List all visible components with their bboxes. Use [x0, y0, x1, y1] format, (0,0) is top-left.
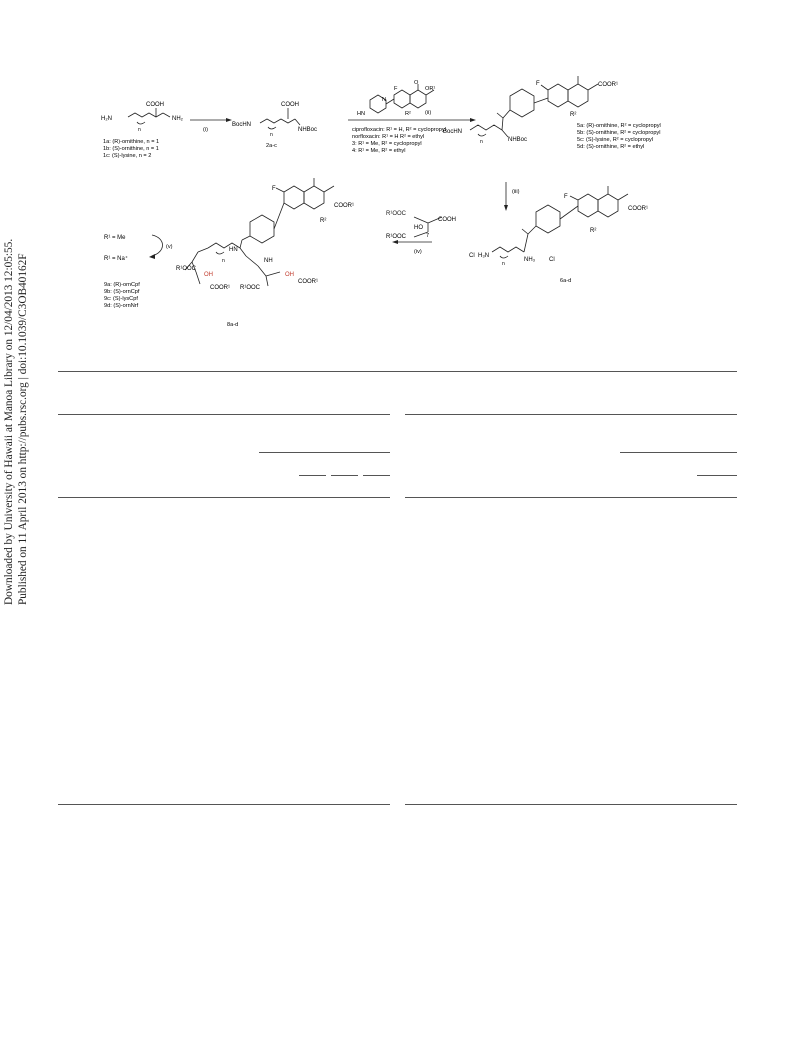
- cmpd2-label: 2a-c: [266, 143, 277, 149]
- step-iv-label: (iv): [414, 249, 422, 255]
- cmpd8-r2: R²: [320, 218, 327, 224]
- step-iii-label: (iii): [512, 189, 520, 195]
- cmpd8-coor1-b: COOR¹: [210, 285, 230, 291]
- cmpd6-label: 6a-d: [560, 278, 572, 284]
- reaction-scheme: [0, 0, 793, 340]
- cmpd5-label-d: 5d: (S)-ornithine, R² = ethyl: [577, 144, 645, 150]
- left-table-col-rule: [363, 475, 390, 476]
- cmpd8-coor1: COOR¹: [334, 203, 354, 209]
- cmpd5-ring-a: [548, 84, 568, 107]
- cmpd8-oh2: OH: [285, 272, 294, 278]
- step-ii-label: (ii): [425, 110, 432, 116]
- cmpd8-ring-b: [304, 186, 324, 209]
- cmpd9-label-a: 9a: (R)-ornCpf: [104, 282, 140, 288]
- cmpd5-coor1: COOR¹: [598, 82, 618, 88]
- cmpd1-h2n: H₂N: [101, 116, 112, 122]
- cmpd7-r1ooc-top: R¹OOC: [386, 211, 406, 217]
- cmpd8-f: F: [272, 186, 276, 192]
- cmpd6-cl-left: Cl: [469, 253, 475, 259]
- cmpd1-label-c: 1c: (S)-lysine, n = 2: [103, 153, 152, 159]
- cmpd1-cooh: COOH: [146, 102, 164, 108]
- cmpd8-ring-a: [284, 186, 304, 209]
- cmpd2-nhboc: NHBoc: [298, 127, 318, 133]
- right-table-body-rule: [405, 497, 737, 498]
- cmpd5-n: n: [480, 139, 483, 145]
- reagent-r2: R²: [405, 111, 411, 117]
- cmpd5-piperazine: [510, 89, 534, 117]
- publication-doi: Published on 11 April 2013 on http://pubs.rsc.org | doi:10.1039/C3OB40162F: [16, 253, 29, 605]
- right-table-header-rule: [405, 414, 737, 415]
- cmpd7-label: 7: [426, 233, 430, 239]
- cmpd6-n: n: [502, 261, 505, 267]
- reagent-ring-b: [410, 90, 426, 108]
- reagent-n: N: [382, 97, 387, 103]
- step-i-label: (i): [203, 127, 208, 133]
- left-table-col-rule: [299, 475, 326, 476]
- cmpd6-nh3: NH₃: [524, 257, 536, 263]
- cmpd5-chain: [470, 125, 502, 130]
- left-table-col-rule: [331, 475, 358, 476]
- cmpd9-label-b: 9b: (S)-ornCpf: [104, 289, 140, 295]
- reagent-cipro: ciprofloxacin: R¹ = H, R² = cyclopropyl: [352, 127, 446, 133]
- cmpd2-n: n: [270, 132, 273, 138]
- reagent-3: 3: R¹ = Me, R² = cyclopropyl: [352, 141, 422, 147]
- cmpd6-chain: [492, 247, 524, 252]
- reagent-4: 4: R¹ = Me, R² = ethyl: [352, 148, 406, 154]
- cmpd1-label-a: 1a: (R)-ornithine, n = 1: [103, 139, 160, 145]
- cmpd8-label: 8a-d: [227, 322, 239, 328]
- cmpd5-label-c: 5c: (S)-lysine, R² = cyclopropyl: [577, 137, 654, 143]
- cmpd6-coor1: COOR¹: [628, 206, 648, 212]
- cmpd9-label-c: 9c: (S)-lysCpf: [104, 296, 138, 302]
- cmpd8-oh: OH: [204, 272, 213, 278]
- cmpd9-label-d: 9d: (S)-ornNrf: [104, 303, 139, 309]
- cmpd6-cl-right: Cl: [549, 257, 555, 263]
- cmpd8-r1ooc-left: R¹OOC: [176, 266, 196, 272]
- cmpd6-h3n: H₃N: [478, 253, 490, 259]
- reagent-hn: HN: [357, 111, 366, 117]
- cmpd2-cooh: COOH: [281, 102, 299, 108]
- reagent-norflox: norfloxacin: R¹ = H R² = ethyl: [352, 134, 425, 140]
- table-top-rule: [58, 371, 737, 372]
- cmpd8-hn: HN: [229, 247, 238, 253]
- left-table-span-rule: [259, 452, 390, 453]
- cmpd1-bond: [163, 113, 170, 117]
- cmpd7-ho: HO: [414, 225, 423, 231]
- step-v-label: (v): [166, 244, 173, 250]
- r1-me: R¹ = Me: [104, 235, 126, 241]
- cmpd7-r1ooc-bot: R¹OOC: [386, 234, 406, 240]
- cmpd5-r2: R²: [570, 112, 577, 118]
- cmpd2-bochn: BocHN: [232, 122, 252, 128]
- right-table-col-rule: [697, 475, 737, 476]
- cmpd8-n: n: [222, 258, 225, 264]
- cmpd8-coor1-c: COOR¹: [298, 279, 318, 285]
- cmpd5-label-b: 5b: (S)-ornithine, R² = cyclopropyl: [577, 130, 661, 136]
- cmpd5-bochn: BocHN: [443, 129, 463, 135]
- cmpd8-nh: NH: [264, 258, 273, 264]
- cmpd6-r2: R²: [590, 228, 597, 234]
- cmpd6-piperazine: [536, 205, 560, 233]
- left-table-body-rule: [58, 497, 390, 498]
- cmpd1-nh2: NH₂: [172, 116, 183, 122]
- cmpd1-bracket: [137, 122, 145, 124]
- cmpd1-chain: [128, 113, 163, 117]
- left-table-header-rule: [58, 414, 390, 415]
- cmpd5-ring-b: [568, 84, 588, 107]
- cmpd1-label-b: 1b: (S)-ornithine, n = 1: [103, 146, 159, 152]
- cmpd5-nhboc: NHBoc: [508, 137, 528, 143]
- cmpd1-n: n: [138, 127, 141, 133]
- left-table-bottom-rule: [58, 804, 390, 805]
- right-table-bottom-rule: [405, 804, 737, 805]
- r1-na: R¹ = Na⁺: [104, 256, 129, 262]
- cmpd6-ring-a: [578, 194, 598, 217]
- cmpd2-chain: [260, 119, 295, 123]
- cmpd7-cooh: COOH: [438, 217, 456, 223]
- reagent-o: O: [414, 80, 419, 86]
- download-note: Downloaded by University of Hawaii at Manoa Library on 12/04/2013 12:05:55.: [3, 238, 15, 605]
- reagent-f: F: [394, 86, 398, 92]
- right-table-span-rule: [620, 452, 737, 453]
- cmpd6-ring-b: [598, 194, 618, 217]
- cmpd5-f: F: [536, 81, 540, 87]
- cmpd8-piperazine: [250, 215, 274, 243]
- cmpd6-f: F: [564, 194, 568, 200]
- cmpd8-r1ooc-b: R¹OOC: [240, 285, 260, 291]
- cmpd5-label-a: 5a: (R)-ornithine, R² = cyclopropyl: [577, 123, 661, 129]
- arrow-v: [152, 235, 163, 256]
- reagent-or1: OR¹: [425, 86, 436, 92]
- reagent-ring-a: [394, 90, 410, 108]
